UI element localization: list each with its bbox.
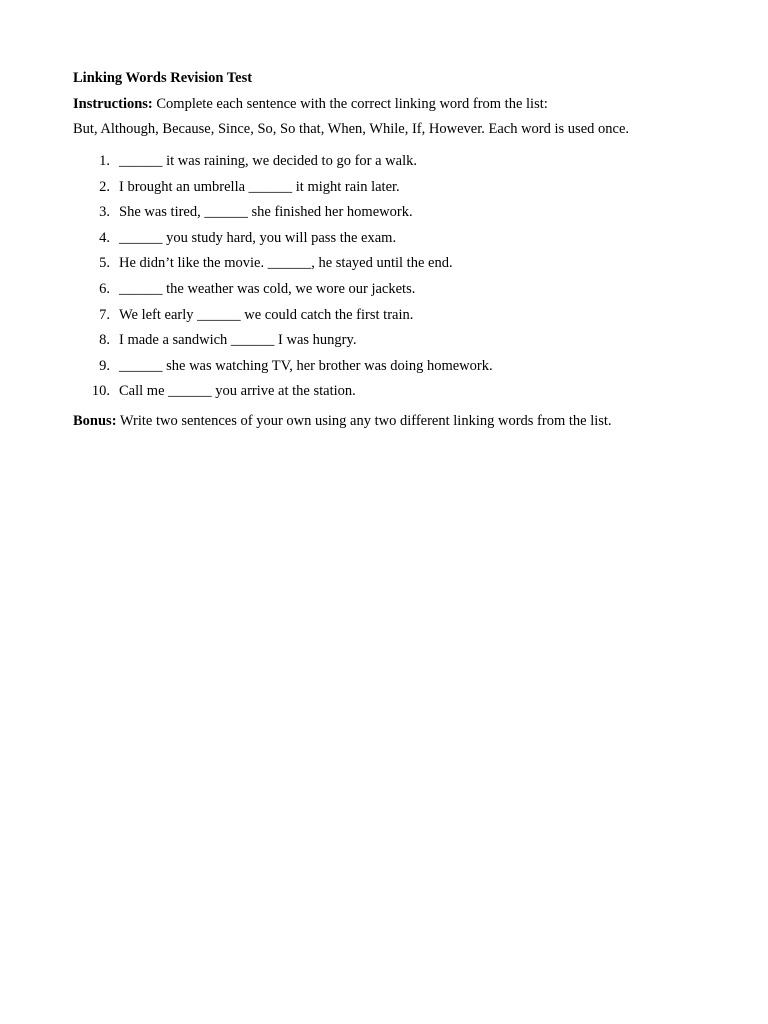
word-list: But, Although, Because, Since, So, So that, When, While, If, However. Each word is used once. [73,121,629,137]
item-text: ______ she was watching TV, her brother was doing homework. [119,357,493,374]
worksheet-page [73,68,713,431]
list-item [73,381,713,407]
item-number: 4. [99,229,110,246]
list-item [73,356,713,382]
list-item [73,151,713,177]
list-item [73,202,713,228]
item-number: 9. [99,357,110,374]
item-number: 3. [99,204,110,221]
bonus-paragraph [73,411,713,431]
item-text: Call me ______ you arrive at the station. [119,383,356,400]
bonus-label: Bonus: [73,412,117,429]
document-title: Linking Words Revision Test [73,70,253,86]
list-item [73,330,713,356]
item-text: I made a sandwich ______ I was hungry. [119,332,357,349]
item-text: We left early ______ we could catch the first train. [119,306,414,323]
bonus-text: Write two sentences of your own using any two different linking words from the list. [116,412,612,429]
item-number: 6. [99,280,110,297]
instructions-text: Complete each sentence with the correct linking word from the list: [152,96,548,112]
instructions [73,94,713,114]
item-text: ______ you study hard, you will pass the exam. [119,229,397,246]
item-text: ______ it was raining, we decided to go for a walk. [119,153,417,169]
item-number: 10. [91,383,110,400]
list-item [73,305,713,331]
item-number: 8. [99,332,110,349]
item-number: 1. [99,153,110,169]
instructions-label: Instructions: [73,96,153,112]
list-item [73,253,713,279]
item-number: 7. [99,306,110,323]
item-number: 5. [99,255,110,272]
list-item [73,228,713,254]
item-number: 2. [99,178,110,195]
list-item [73,279,713,305]
question-list [73,151,713,407]
list-item [73,177,713,203]
item-text: I brought an umbrella ______ it might rain later. [119,178,400,195]
item-text: ______ the weather was cold, we wore our jackets. [119,280,416,297]
item-text: He didn’t like the movie. ______, he stayed until the end. [119,255,453,272]
item-text: She was tired, ______ she finished her homework. [119,204,413,221]
